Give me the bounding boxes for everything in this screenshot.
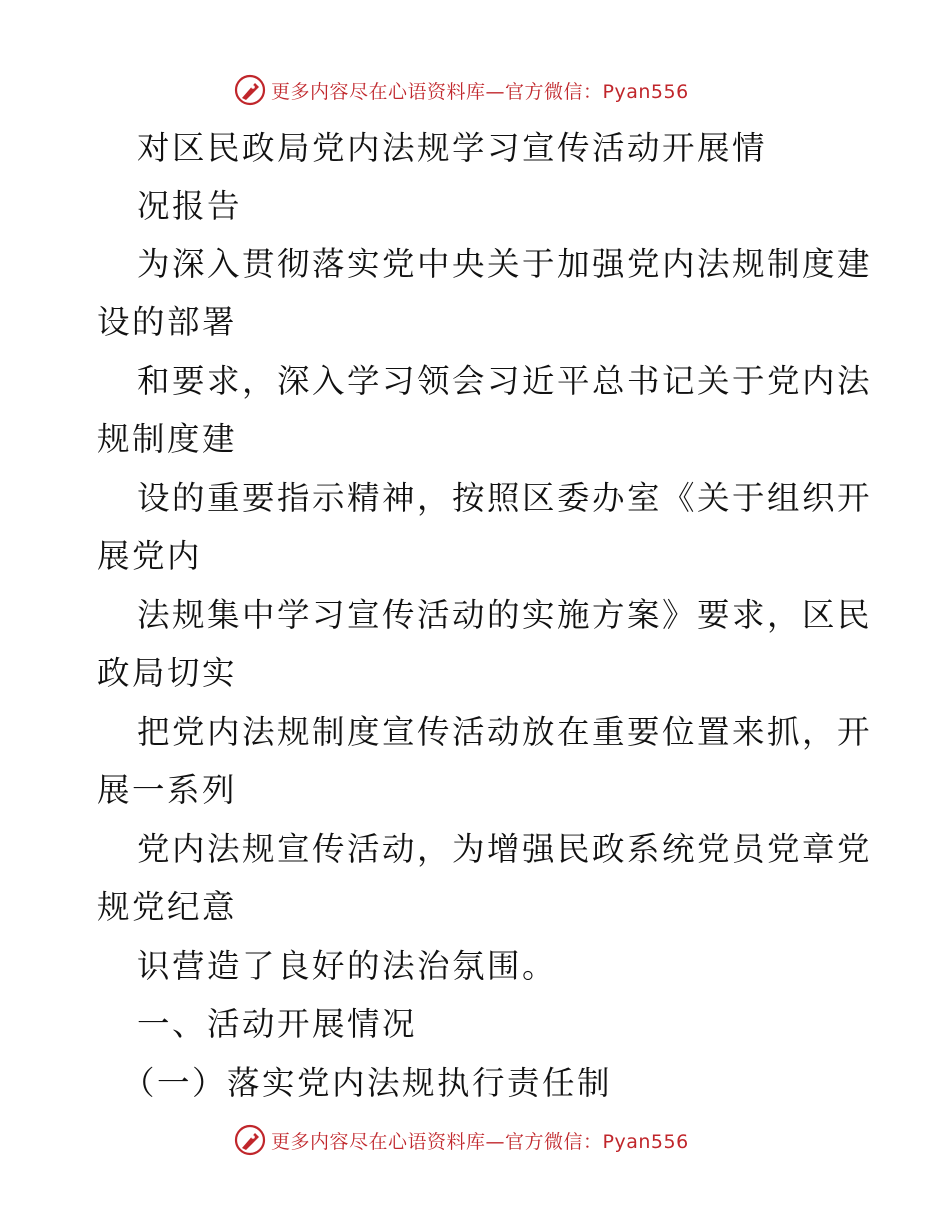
paragraph-line: 政局切实 [97,654,238,692]
paragraph-line: 党内法规宣传活动，为增强民政系统党员党章党 [137,830,873,868]
watermark-text: 更多内容尽在心语资料库—官方微信：Pyan556 [271,1130,689,1153]
paragraph-line: 设的部署 [97,303,238,341]
header-watermark [233,72,689,108]
document-title-line-2: 况报告 [137,187,243,225]
subsection-heading: （一）落实党内法规执行责任制 [122,1064,613,1102]
paragraph-line: 把党内法规制度宣传活动放在重要位置来抓，开 [137,713,873,751]
paragraph-line: 和要求，深入学习领会习近平总书记关于党内法 [137,362,873,400]
watermark-text: 更多内容尽在心语资料库—官方微信：Pyan556 [271,80,689,103]
footer-watermark [233,1122,689,1158]
pen-nib-logo-icon [233,1123,267,1157]
paragraph-line: 规党纪意 [97,888,238,926]
paragraph-line: 设的重要指示精神，按照区委办室《关于组织开 [137,479,873,517]
pen-nib-logo-icon [233,73,267,107]
paragraph-line: 展党内 [97,537,203,575]
paragraph-line: 为深入贯彻落实党中央关于加强党内法规制度建 [137,245,873,283]
document-title-line-1: 对区民政局党内法规学习宣传活动开展情 [137,129,768,167]
paragraph-line: 展一系列 [97,771,238,809]
paragraph-line: 法规集中学习宣传活动的实施方案》要求，区民 [137,596,873,634]
paragraph-line: 规制度建 [97,420,238,458]
paragraph-line: 识营造了良好的法治氛围。 [137,947,558,985]
section-heading: 一、活动开展情况 [137,1005,418,1043]
